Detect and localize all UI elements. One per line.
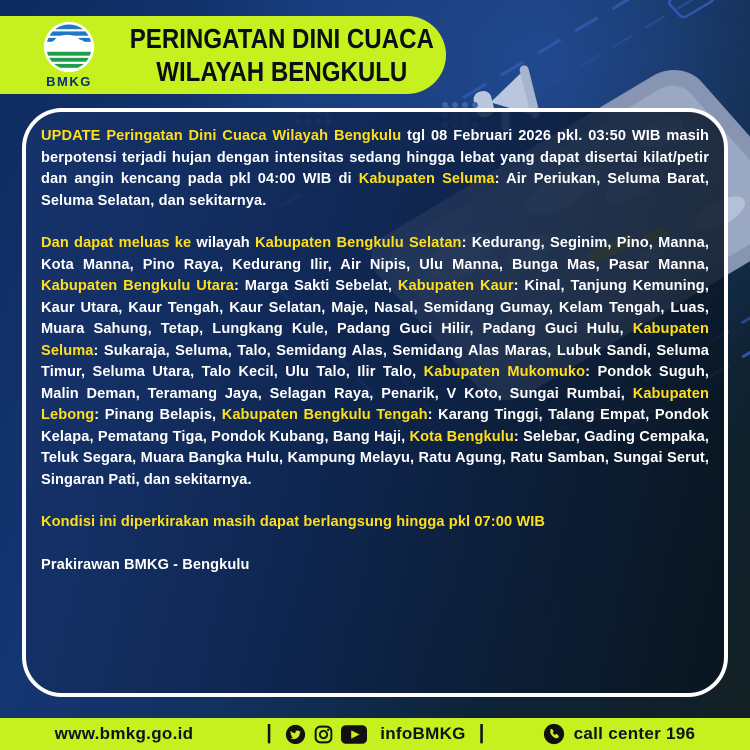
text-segment: Kabupaten Bengkulu Utara [41, 278, 235, 294]
text-segment: tgl 08 Februari 2026 pkl. 03:50 WIB masih berpotensi terjadi hujan dengan intensitas sedang hingga lebat yang dapat disertai kilat/petir dan angin kencang pada pkl 04:00 WIB di [41, 128, 709, 187]
text-segment: : Karang Tinggi, Talang Empat, Pondok Kelapa, Pematang Tiga, Pondok Kubang, Bang Haji, [41, 407, 709, 445]
text-segment: Kabupaten Seluma [358, 171, 495, 187]
text-segment: : Selebar, Gading Cempaka, Teluk Segara, Muara Bangka Hulu, Kampung Melayu, Ratu Agung, Ratu Samban, Sungai Serut, Singaran Pati, dan sekitarnya. [41, 428, 709, 488]
text-segment: Kabupaten Lebong [41, 385, 709, 423]
text-segment: Kota Bengkulu [409, 428, 514, 445]
phone-icon [543, 723, 565, 745]
instagram-icon[interactable] [313, 724, 334, 745]
update-paragraph [41, 126, 709, 212]
footer-bar [0, 718, 750, 750]
text-segment: Kabupaten Bengkulu Selatan [254, 235, 462, 251]
text-segment: Kabupaten Bengkulu Tengah [221, 407, 428, 423]
text-segment: : Pondok Suguh, Malin Deman, Teramang Jaya, Selagan Raya, Penarik, V Koto, Sungai Rumbai, [41, 364, 709, 402]
text-segment: : Kedurang, Seginim, Pino, Manna, Kota Manna, Pino Raya, Kedurang Ilir, Air Nipis, Ulu Manna, Bunga Mas, Pasar Manna, [41, 235, 709, 273]
call-center-label: call center 196 [573, 724, 696, 743]
text-segment: Kondisi ini diperkirakan masih dapat berlangsung hingga pkl 07:00 WIB [41, 514, 545, 530]
text-segment: Kabupaten Kaur [397, 278, 514, 294]
title-line-1: PERINGATAN DINI CUACA [129, 23, 434, 54]
website-link[interactable]: www.bmkg.go.id [54, 724, 194, 743]
text-segment: Kabupaten Seluma [41, 321, 709, 359]
text-segment: Kabupaten Mukomuko [423, 364, 586, 380]
bmkg-logo-icon [43, 21, 95, 73]
duration-note [41, 512, 709, 534]
youtube-icon[interactable] [341, 725, 367, 744]
bmkg-logo [34, 21, 104, 89]
text-segment: wilayah [191, 235, 255, 251]
text-segment: : Pinang Belapis, [94, 407, 222, 423]
text-segment: : Marga Sakti Sebelat, [234, 278, 398, 294]
text-segment: Dan dapat meluas ke [41, 235, 192, 251]
twitter-icon[interactable] [285, 724, 306, 745]
title-line-2: WILAYAH BENGKULU [156, 56, 408, 87]
footer-separator: | [478, 721, 485, 744]
text-segment: : Kinal, Tanjung Kemuning, Kaur Utara, Kaur Tengah, Kaur Selatan, Maje, Nasal, Semidang Gumay, Kelam Tengah, Luas, Muara Sahung, Tetap, Lungkang Kule, Padang Guci Hilir, Padang Guci Hulu, [41, 278, 709, 337]
page-title [130, 22, 446, 88]
text-segment: UPDATE Peringatan Dini Cuaca Wilayah Bengkulu [41, 128, 402, 144]
warning-bulletin [22, 108, 728, 697]
text-segment: : Sukaraja, Seluma, Talo, Semidang Alas, Semidang Alas Maras, Lubuk Sandi, Seluma Timur, Seluma Utara, Talo Kecil, Ulu Talo, Ilir Talo, [41, 342, 709, 380]
text-segment: : Air Periukan, Seluma Barat, Seluma Selatan, dan sekitarnya. [41, 171, 709, 209]
text-segment: Prakirawan BMKG - Bengkulu [41, 556, 250, 573]
forecaster-signature [41, 555, 709, 577]
footer-separator: | [266, 721, 273, 744]
social-handle: infoBMKG [380, 724, 466, 743]
header-banner [0, 16, 446, 94]
expansion-paragraph [41, 233, 709, 491]
bmkg-logo-label: BMKG [46, 74, 92, 89]
